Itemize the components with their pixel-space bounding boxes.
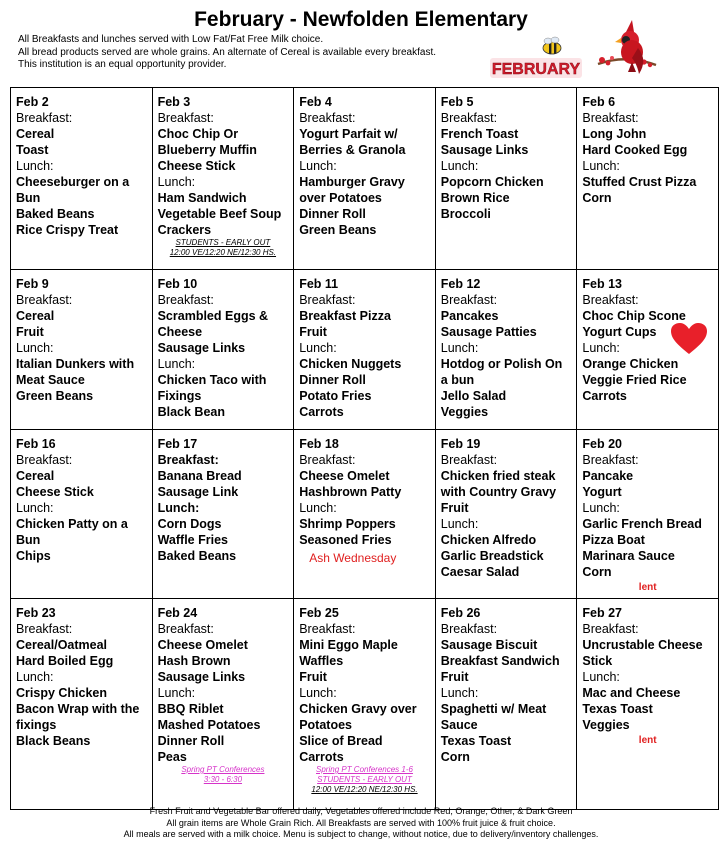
lunch-item: Black Beans <box>16 734 91 748</box>
lunch-label: Lunch: <box>582 341 620 355</box>
breakfast-label: Breakfast: <box>582 622 639 636</box>
week-row <box>11 270 719 430</box>
lunch-label: Lunch: <box>440 517 479 531</box>
lunch-item: Crispy Chicken Bacon Wrap with the fixings <box>16 686 140 732</box>
conference-note: Spring PT Conferences 1-6 <box>316 765 413 774</box>
lunch-item: Cheeseburger on a Bun <box>16 175 130 205</box>
day-date: Feb 27 <box>582 606 622 620</box>
lunch-item: Garlic Breadstick <box>440 549 544 563</box>
lunch-label: Lunch: <box>157 501 200 515</box>
breakfast-label: Breakfast: <box>16 622 73 636</box>
breakfast-item: Choc Chip Scone <box>582 309 686 323</box>
breakfast-item: Cheese Stick <box>16 485 94 499</box>
lunch-label: Lunch: <box>299 501 337 515</box>
lunch-item: Baked Beans <box>157 549 237 563</box>
breakfast-item: Cheese Omelet <box>157 638 248 652</box>
breakfast-item: Banana Bread <box>157 469 242 483</box>
menu-calendar <box>10 87 719 810</box>
breakfast-label: Breakfast: <box>157 111 214 125</box>
day-date: Feb 12 <box>440 277 481 291</box>
day-cell <box>152 88 294 270</box>
day-date: Feb 4 <box>299 95 332 109</box>
day-cell <box>11 430 153 599</box>
breakfast-item: Hash Brown <box>157 654 231 668</box>
breakfast-item: Fruit <box>299 325 327 339</box>
day-date: Feb 24 <box>157 606 198 620</box>
week-row <box>11 88 719 270</box>
breakfast-label: Breakfast: <box>16 293 73 307</box>
breakfast-item: Pancakes <box>440 309 499 323</box>
day-cell <box>294 270 436 430</box>
lunch-label: Lunch: <box>582 159 620 173</box>
lunch-item: BBQ Riblet <box>157 702 224 716</box>
breakfast-item: Fruit <box>16 325 44 339</box>
day-date: Feb 13 <box>582 277 622 291</box>
lunch-item: Mac and Cheese <box>582 686 681 700</box>
lunch-item: Black Bean <box>157 405 225 419</box>
lunch-label: Lunch: <box>299 159 337 173</box>
lunch-label: Lunch: <box>16 670 54 684</box>
lunch-item: Carrots <box>299 405 344 419</box>
lunch-item: Chicken Gravy over Potatoes <box>299 702 417 732</box>
breakfast-item: Yogurt <box>582 485 622 499</box>
day-date: Feb 17 <box>157 437 198 451</box>
lunch-item: Stuffed Crust Pizza <box>582 175 697 189</box>
conference-note: STUDENTS - EARLY OUT <box>317 775 412 784</box>
breakfast-item: Cereal/Oatmeal <box>16 638 108 652</box>
lunch-item: Veggies <box>582 718 630 732</box>
lunch-item: Corn <box>582 565 612 579</box>
breakfast-item: Sausage Links <box>157 341 246 355</box>
lunch-item: Hamburger Gravy over Potatoes <box>299 175 405 205</box>
week-row <box>11 599 719 810</box>
breakfast-label: Breakfast: <box>582 293 639 307</box>
lunch-item: Italian Dunkers with Meat Sauce <box>16 357 135 387</box>
header-note: All Breakfasts and lunches served with Low Fat/Fat Free Milk choice. <box>18 34 324 45</box>
lunch-item: Garlic French Bread Pizza Boat <box>582 517 702 547</box>
footer-line: All grain items are Whole Grain Rich. All Breakfasts are served with 100% fruit juice & fruit choice. <box>166 817 556 828</box>
lunch-item: Shrimp Poppers <box>299 517 396 531</box>
breakfast-item: Hard Cooked Egg <box>582 143 688 157</box>
lunch-item: Marinara Sauce <box>582 549 675 563</box>
day-date: Feb 2 <box>16 95 49 109</box>
breakfast-item: Yogurt Cups <box>582 325 657 339</box>
lunch-item: Peas <box>157 750 187 764</box>
lunch-item: Chicken Nuggets <box>299 357 402 371</box>
day-date: Feb 9 <box>16 277 49 291</box>
day-date: Feb 3 <box>157 95 191 109</box>
day-cell <box>11 270 153 430</box>
day-date: Feb 18 <box>299 437 339 451</box>
day-date: Feb 25 <box>299 606 339 620</box>
lunch-label: Lunch: <box>440 341 479 355</box>
lunch-item: Chicken Alfredo <box>440 533 537 547</box>
breakfast-label: Breakfast: <box>299 293 356 307</box>
day-date: Feb 10 <box>157 277 198 291</box>
lunch-item: Veggies <box>440 405 489 419</box>
lunch-item: Chips <box>16 549 51 563</box>
breakfast-item: Sausage Links <box>157 670 246 684</box>
footer-line: Fresh Fruit and Vegetable Bar offered daily, Vegetables offered include Red, Orange, Other, & Dark Green <box>149 806 573 816</box>
day-cell <box>152 270 294 430</box>
lunch-item: Dinner Roll <box>299 207 366 221</box>
lunch-item: Crackers <box>157 223 212 237</box>
lunch-label: Lunch: <box>157 686 196 700</box>
lunch-item: Baked Beans <box>16 207 95 221</box>
lent-note: lent <box>638 582 657 593</box>
breakfast-label: Breakfast: <box>440 111 498 125</box>
breakfast-label: Breakfast: <box>582 111 639 125</box>
breakfast-label: Breakfast: <box>157 622 214 636</box>
day-cell <box>577 599 719 810</box>
breakfast-item: Yogurt Parfait w/ Berries & Granola <box>299 127 406 157</box>
lunch-item: Brown Rice <box>440 191 510 205</box>
breakfast-item: Mini Eggo Maple Waffles <box>299 638 398 668</box>
day-cell <box>435 430 577 599</box>
day-date: Feb 20 <box>582 437 622 451</box>
lunch-item: Popcorn Chicken <box>440 175 544 189</box>
breakfast-item: Cheese Omelet <box>299 469 390 483</box>
breakfast-item: Sausage Biscuit Breakfast Sandwich <box>440 638 560 668</box>
lunch-item: Waffle Fries <box>157 533 228 547</box>
lunch-item: Rice Crispy Treat <box>16 223 119 237</box>
breakfast-item: Chicken fried steak with Country Gravy <box>440 469 557 499</box>
lunch-item: Chicken Taco with Fixings <box>157 373 267 403</box>
day-cell <box>152 599 294 810</box>
day-cell <box>577 270 719 430</box>
lunch-item: Vegetable Beef Soup <box>157 207 282 221</box>
breakfast-label: Breakfast: <box>157 293 214 307</box>
breakfast-label: Breakfast: <box>440 293 498 307</box>
conference-note: 3:30 - 6:30 <box>203 775 243 784</box>
day-date: Feb 5 <box>440 95 474 109</box>
lunch-label: Lunch: <box>16 501 54 515</box>
breakfast-label: Breakfast: <box>299 453 356 467</box>
day-date: Feb 19 <box>440 437 481 451</box>
lunch-item: Dinner Roll <box>299 373 366 387</box>
breakfast-label: Breakfast: <box>299 622 356 636</box>
lunch-item: Veggie Fried Rice <box>582 373 687 387</box>
day-cell <box>294 88 436 270</box>
breakfast-item: Cheese Stick <box>157 159 236 173</box>
day-cell <box>11 599 153 810</box>
day-date: Feb 11 <box>299 277 339 291</box>
lunch-item: Seasoned Fries <box>299 533 392 547</box>
lunch-label: Lunch: <box>299 686 337 700</box>
day-cell <box>152 430 294 599</box>
breakfast-item: French Toast <box>440 127 519 141</box>
breakfast-label: Breakfast: <box>16 111 73 125</box>
ash-wednesday-note: Ash Wednesday <box>309 551 397 565</box>
footer <box>0 806 722 841</box>
page-title: February - Newfolden Elementary <box>194 8 528 31</box>
lunch-label: Lunch: <box>157 357 196 371</box>
lunch-item: Potato Fries <box>299 389 372 403</box>
lunch-label: Lunch: <box>16 341 54 355</box>
lunch-label: Lunch: <box>299 341 337 355</box>
lunch-item: Green Beans <box>299 223 377 237</box>
week-row <box>11 430 719 599</box>
lunch-item: Broccoli <box>440 207 491 221</box>
breakfast-item: Cereal <box>16 127 55 141</box>
breakfast-item: Pancake <box>582 469 634 483</box>
breakfast-item: Scrambled Eggs & Cheese <box>157 309 269 339</box>
breakfast-item: Uncrustable Cheese Stick <box>582 638 703 668</box>
day-cell <box>577 88 719 270</box>
lunch-item: Dinner Roll <box>157 734 225 748</box>
early-out-note: STUDENTS - EARLY OUT <box>175 238 271 247</box>
lunch-item: Spaghetti w/ Meat Sauce <box>440 702 547 732</box>
lunch-item: Carrots <box>582 389 627 403</box>
breakfast-label: Breakfast: <box>582 453 639 467</box>
breakfast-item: Fruit <box>440 670 469 684</box>
lunch-label: Lunch: <box>440 159 479 173</box>
day-cell <box>294 599 436 810</box>
logo-text: FEBRUARY <box>491 61 581 78</box>
lent-note: lent <box>638 735 657 746</box>
lunch-item: Carrots <box>299 750 344 764</box>
lunch-label: Lunch: <box>582 501 620 515</box>
lunch-label: Lunch: <box>582 670 620 684</box>
day-cell <box>435 88 577 270</box>
day-date: Feb 26 <box>440 606 481 620</box>
header-note: All bread products served are whole grains. An alternate of Cereal is available every breakfast. <box>18 46 437 58</box>
lunch-item: Slice of Bread <box>299 734 383 748</box>
lunch-item: Corn <box>582 191 612 205</box>
lunch-label: Lunch: <box>440 686 479 700</box>
cardinal-icon <box>592 18 660 78</box>
early-out-note: 12:00 VE/12:20 NE/12:30 HS. <box>311 785 418 794</box>
breakfast-label: Breakfast: <box>440 622 498 636</box>
breakfast-label: Breakfast: <box>157 453 219 467</box>
lunch-item: Ham Sandwich <box>157 191 247 205</box>
footer-line: All meals are served with a milk choice. Menu is subject to change, without notice, due to delivery/inventory challenges. <box>123 829 599 839</box>
day-cell <box>11 88 153 270</box>
lunch-item: Corn <box>440 750 470 764</box>
header-note: This institution is an equal opportunity provider. <box>18 59 227 70</box>
lunch-item: Texas Toast <box>582 702 653 716</box>
lunch-item: Orange Chicken <box>582 357 679 371</box>
breakfast-item: Hashbrown Patty <box>299 485 402 499</box>
breakfast-item: Long John <box>582 127 647 141</box>
lunch-item: Mashed Potatoes <box>157 718 261 732</box>
heart-icon <box>670 322 708 356</box>
day-date: Feb 16 <box>16 437 56 451</box>
lunch-item: Green Beans <box>16 389 94 403</box>
lunch-item: Hotdog or Polish On a bun <box>440 357 563 387</box>
breakfast-item: Breakfast Pizza <box>299 309 391 323</box>
breakfast-item: Toast <box>16 143 49 157</box>
breakfast-item: Sausage Patties <box>440 325 537 339</box>
day-date: Feb 6 <box>582 95 616 109</box>
conference-note: Spring PT Conferences <box>181 765 265 774</box>
day-cell <box>435 270 577 430</box>
breakfast-item: Sausage Links <box>440 143 529 157</box>
lunch-item: Jello Salad <box>440 389 507 403</box>
bee-icon <box>543 37 561 54</box>
early-out-note: 12:00 VE/12:20 NE/12:30 HS. <box>169 248 277 257</box>
breakfast-item: Cereal <box>16 469 55 483</box>
breakfast-item: Sausage Link <box>157 485 239 499</box>
breakfast-label: Breakfast: <box>299 111 356 125</box>
lunch-item: Caesar Salad <box>440 565 520 579</box>
day-cell <box>294 430 436 599</box>
breakfast-label: Breakfast: <box>16 453 73 467</box>
lunch-label: Lunch: <box>16 159 54 173</box>
day-date: Feb 23 <box>16 606 56 620</box>
lunch-item: Corn Dogs <box>157 517 222 531</box>
breakfast-item: Fruit <box>299 670 327 684</box>
lunch-item: Chicken Patty on a Bun <box>16 517 128 547</box>
header-notes <box>18 34 436 72</box>
breakfast-item: Cereal <box>16 309 55 323</box>
breakfast-item: Choc Chip Or Blueberry Muffin <box>157 127 257 157</box>
february-logo <box>488 36 584 80</box>
breakfast-item: Fruit <box>440 501 469 515</box>
breakfast-item: Hard Boiled Egg <box>16 654 114 668</box>
breakfast-label: Breakfast: <box>440 453 498 467</box>
lunch-item: Texas Toast <box>440 734 512 748</box>
day-cell <box>435 599 577 810</box>
day-cell <box>577 430 719 599</box>
lunch-label: Lunch: <box>157 175 196 189</box>
